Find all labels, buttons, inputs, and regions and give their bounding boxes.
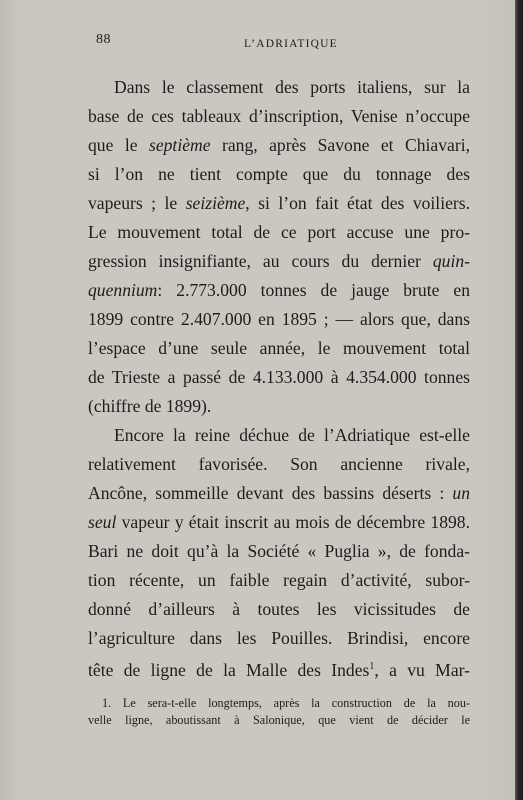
italic-word: un — [452, 483, 470, 503]
italic-word: septième — [148, 135, 211, 155]
page-number: 88 — [96, 32, 111, 47]
page-edge-shadow — [515, 0, 523, 800]
body-line: (chiffre de 1899). — [88, 396, 212, 416]
body-line: base de ces tableaux d’inscription, Venise n’occupe — [88, 106, 470, 126]
italic-word: seul — [88, 512, 117, 532]
body-line: l’espace d’une seule année, le mouvement total — [88, 338, 470, 358]
body-line: quennium: 2.773.000 tonnes de jauge brute en — [88, 280, 470, 300]
body-line: de Trieste a passé de 4.133.000 à 4.354.000 tonnes — [88, 367, 470, 387]
body-line: l’agriculture dans les Pouilles. Brindisi, encore — [88, 628, 470, 648]
body-line: Bari ne doit qu’à la Société « Puglia », de fonda- — [88, 541, 470, 561]
body-line: Dans le classement des ports italiens, sur la — [114, 77, 470, 97]
footnote-marker: 1 — [369, 661, 375, 672]
italic-word: quin- — [432, 251, 470, 271]
running-head: L’ADRIATIQUE — [244, 38, 338, 50]
italic-word: seizième — [185, 193, 246, 213]
body-line: tion récente, un faible regain d’activité, subor- — [88, 570, 470, 590]
italic-word: quennium — [88, 280, 158, 300]
body-line: que le septième rang, après Savone et Chiavari, — [88, 135, 470, 155]
footnote-line: velle ligne, aboutissant à Salonique, que vient de décider le — [88, 713, 470, 727]
body-line: gression insignifiante, au cours du dernier quin- — [88, 251, 470, 271]
body-line: Le mouvement total de ce port accuse une pro- — [88, 222, 470, 242]
body-line: donné d’ailleurs à toutes les vicissitudes de — [88, 599, 470, 619]
body-line: si l’on ne tient compte que du tonnage des — [88, 164, 470, 184]
body-line: Ancône, sommeille devant des bassins déserts : un — [88, 483, 470, 503]
body-line: relativement favorisée. Son ancienne rivale, — [88, 454, 470, 474]
footnote-line: 1. Le sera-t-elle longtemps, après la construction de la nou- — [102, 696, 470, 710]
body-line: 1899 contre 2.407.000 en 1895 ; — alors que, dans — [88, 309, 470, 329]
body-line: vapeurs ; le seizième, si l’on fait état des voiliers. — [88, 193, 470, 213]
body-line: Encore la reine déchue de l’Adriatique est-elle — [114, 425, 470, 445]
body-line: seul vapeur y était inscrit au mois de décembre 1898. — [88, 512, 470, 532]
body-line: tête de ligne de la Malle des Indes$^1$, a vu Mar- — [88, 659, 470, 680]
